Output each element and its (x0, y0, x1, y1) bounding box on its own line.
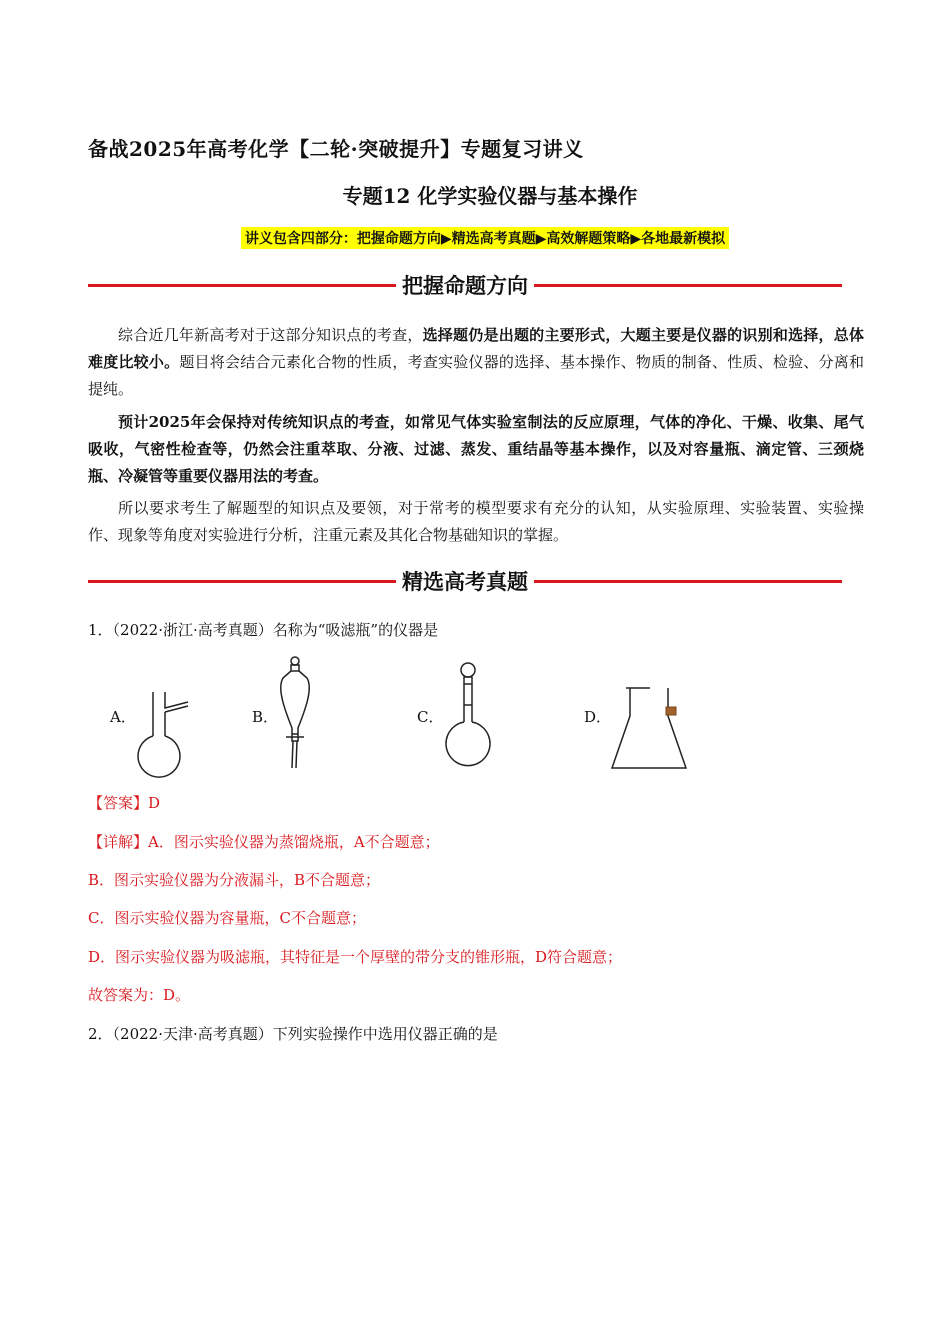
separatory-funnel-icon (278, 656, 312, 772)
paragraph-overview (88, 322, 864, 403)
option-d-label: D． (584, 708, 612, 726)
question-number: 2． (88, 1025, 113, 1043)
detail-tag: 【详解】 (88, 833, 149, 851)
answer-value: D (148, 794, 161, 812)
paragraph-advice: 所以要求考生了解题型的知识点及要领，对于常考的模型要求有充分的认知，从实验原理、实验装置、实验操作、现象等角度对实验进行分析，注重元素及其化合物基础知识的掌握。 (88, 499, 864, 544)
question-2 (88, 1023, 498, 1044)
detail-line-a (88, 831, 440, 852)
option-b-label: B． (252, 708, 279, 726)
detail-line-c: C．图示实验仪器为容量瓶，C不合题意； (88, 909, 366, 927)
detail-text: A．图示实验仪器为蒸馏烧瓶，A不合题意； (148, 833, 440, 851)
intro-bar: 讲义包含四部分：把握命题方向▶精选高考真题▶高效解题策略▶各地最新模拟 (241, 227, 729, 249)
question-1 (88, 619, 438, 640)
detail-line-b: B．图示实验仪器为分液漏斗，B不合题意； (88, 871, 381, 889)
distillation-flask-icon (132, 690, 196, 772)
paragraph-forecast (88, 409, 864, 490)
section-title: 精选高考真题 (396, 566, 534, 596)
section-header-direction (88, 270, 842, 300)
suction-flask-icon (606, 686, 696, 772)
section-title: 把握命题方向 (396, 270, 534, 300)
question-number: 1． (88, 621, 113, 639)
question-source: （2022·天津·高考真题） (112, 1025, 273, 1043)
paragraph-emphasis: 选择题仍是出题的主要形式，大题主要是仪器的识别和选择，总体难度比较小。 (88, 326, 864, 371)
answer-line (88, 792, 160, 813)
paragraph-emphasis: 预计2025年会保持对传统知识点的考查，如常见气体实验室制法的反应原理，气体的净化、干燥、收集、尾气吸收，气密性检查等，仍然会注重萃取、分液、过滤、蒸发、重结晶等基本操作，以及对容量瓶、滴定管、三颈烧瓶、冷凝管等重要仪器用法的考查。 (88, 413, 864, 485)
conclusion-line: 故答案为：D。 (88, 986, 191, 1004)
topic-title: 专题12 化学实验仪器与基本操作 (342, 184, 638, 208)
option-c-label: C． (417, 708, 444, 726)
answer-tag: 【答案】 (88, 794, 149, 812)
detail-line-d: D．图示实验仪器为吸滤瓶，其特征是一个厚壁的带分支的锥形瓶，D符合题意； (88, 948, 623, 966)
question-stem: 名称为“吸滤瓶”的仪器是 (272, 621, 439, 639)
question-source: （2022·浙江·高考真题） (112, 621, 273, 639)
option-a-label: A． (110, 708, 136, 726)
question-stem: 下列实验操作中选用仪器正确的是 (272, 1025, 498, 1043)
section-header-exam-questions (88, 566, 842, 596)
intro-bar-wrap (0, 227, 950, 249)
paragraph-text: 综合近几年新高考对于这部分知识点的考查， (118, 326, 423, 344)
volumetric-flask-icon (444, 660, 494, 772)
series-title: 备战2025年高考化学【二轮·突破提升】专题复习讲义 (88, 137, 584, 161)
paragraph-text: 题目将会结合元素化合物的性质，考查实验仪器的选择、基本操作、物质的制备、性质、检验、分离和提纯。 (88, 353, 864, 398)
